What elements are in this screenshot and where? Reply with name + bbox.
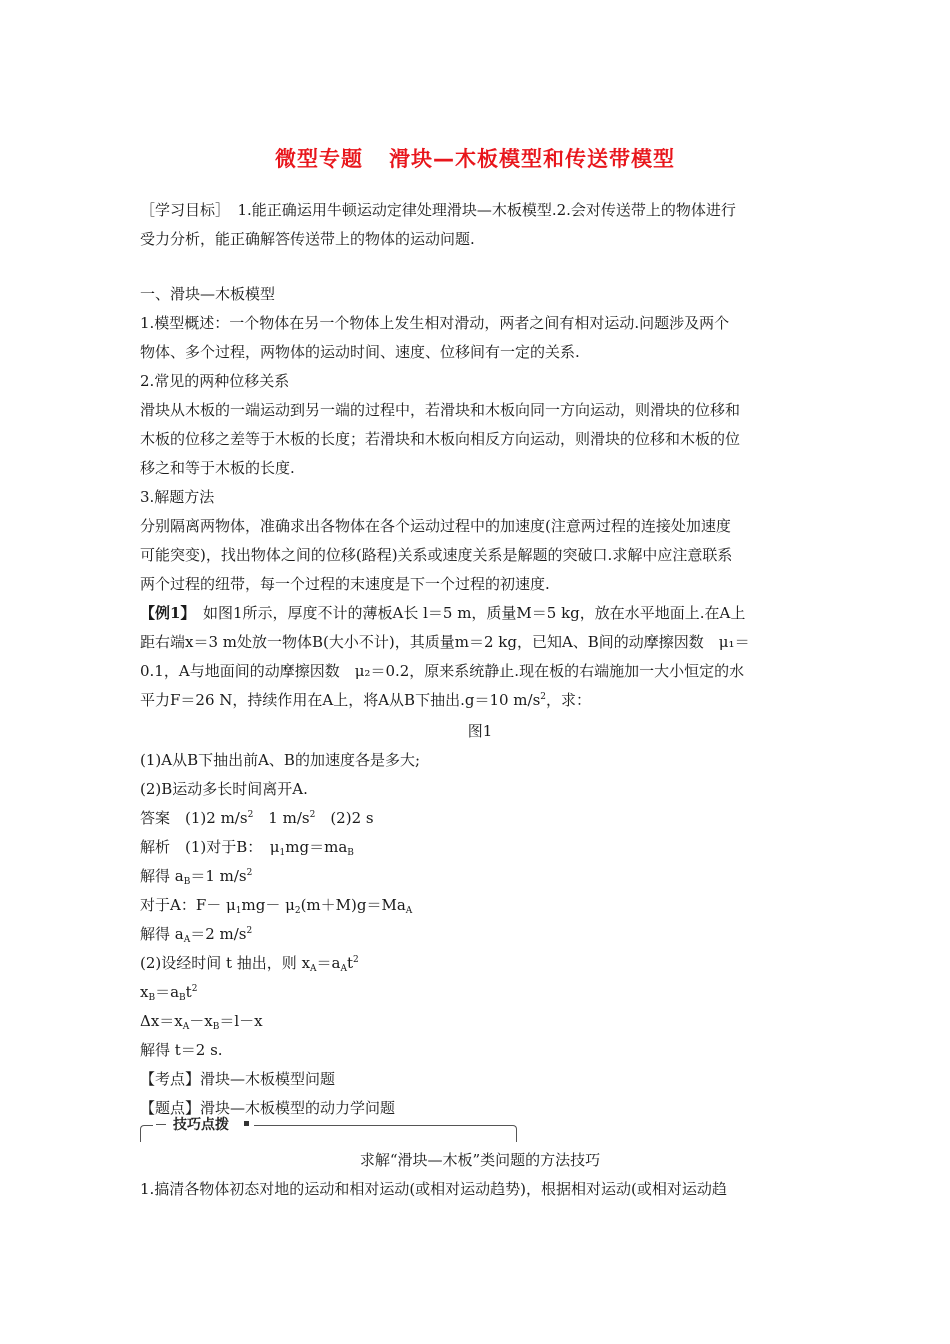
tip-title: 求解“滑块—木板”类问题的方法技巧 — [359, 1151, 601, 1169]
example-text: 平力F＝26 N，持续作用在A上，将A从B下抽出.g＝10 m/s — [140, 691, 541, 709]
example-line — [140, 686, 820, 715]
superscript: 2 — [246, 926, 253, 936]
subscript: A — [182, 1022, 190, 1032]
paragraph-line: 3.解题方法 — [140, 488, 215, 506]
subscript: B — [148, 993, 156, 1003]
solution-line — [140, 1007, 820, 1036]
paragraph-line: 移之和等于木板的长度. — [140, 459, 295, 477]
title-part-2: 滑块—木板模型和传送带模型 — [389, 147, 675, 171]
solution-text: t — [185, 983, 192, 1001]
solution-line — [140, 949, 820, 978]
solution-text: ＝l－x — [219, 1012, 263, 1030]
subscript: 2 — [294, 906, 301, 916]
solution-text: 解得 a — [140, 925, 184, 943]
solution-text: mg＝ma — [285, 838, 348, 856]
solution-line — [140, 920, 820, 949]
solution-text: (2)设经时间 t 抽出，则 x — [140, 954, 311, 972]
subscript: 1 — [235, 906, 242, 916]
solution-text: ＝a — [155, 983, 180, 1001]
paragraph-line: 可能突变)，找出物体之间的位移(路程)关系或速度关系是解题的突破口.求解中应注意联系 — [140, 546, 733, 564]
solution-line: 解得 t＝2 s. — [140, 1041, 223, 1059]
answer-label: 答案 — [140, 809, 171, 827]
tip-dash — [156, 1124, 166, 1125]
paragraph-line: 1.模型概述：一个物体在另一个物体上发生相对滑动，两者之间有相对运动.问题涉及两个 — [140, 314, 730, 332]
subscript: A — [340, 964, 347, 974]
superscript: 2 — [191, 984, 198, 994]
superscript: 2 — [353, 955, 359, 965]
solution-line — [140, 891, 820, 920]
solution-text: Δx＝x — [140, 1012, 183, 1030]
example-label: 【例1】 — [140, 604, 188, 622]
solution-text: －x — [189, 1012, 213, 1030]
solution-text: (m＋M)g＝Ma — [300, 896, 406, 914]
solution-text: ＝a — [316, 954, 341, 972]
section-heading: 一、滑块—木板模型 — [140, 285, 276, 303]
title-part-1: 微型专题 — [275, 147, 363, 171]
solution-text: x — [140, 983, 149, 1001]
solution-text: 解析 (1)对于B： μ — [140, 838, 280, 856]
tip-banner — [140, 1111, 520, 1141]
paragraph-line: 两个过程的纽带，每一个过程的末速度是下一个过程的初速度. — [140, 575, 550, 593]
example-line: 0.1，A与地面间的动摩擦因数 μ₂＝0.2，原来系统静止.现在板的右端施加一大小恒定的水 — [140, 662, 745, 680]
figure-caption: 图1 — [467, 722, 493, 740]
subscript: 1 — [279, 848, 286, 858]
section-1 — [140, 280, 820, 715]
example-line: 距右端x＝3 m处放一物体B(大小不计)，其质量m＝2 kg，已知A、B间的动摩擦因数 μ₁＝ — [140, 633, 750, 651]
subscript: B — [212, 1022, 220, 1032]
tip-section — [140, 1146, 820, 1204]
tip-square-icon — [244, 1121, 249, 1126]
superscript: 2 — [246, 868, 253, 878]
solution-line — [140, 833, 820, 862]
superscript: 2 — [540, 692, 547, 702]
tip-label: 技巧点拨 — [173, 1117, 229, 1133]
tip-bracket-right — [254, 1125, 517, 1142]
question-2: (2)B运动多长时间离开A. — [140, 780, 308, 798]
answer-text: (2)2 s — [315, 809, 374, 827]
solution-line — [140, 862, 820, 891]
subscript: B — [183, 877, 191, 887]
tip-bracket-left — [140, 1125, 153, 1142]
solution-text: t — [347, 954, 354, 972]
solution-block — [140, 717, 820, 1123]
tidian-line: 【题点】滑块—木板模型的动力学问题 — [140, 1099, 396, 1117]
subscript: A — [183, 935, 191, 945]
objective-line: ［学习目标］ 1.能正确运用牛顿运动定律处理滑块—木板模型.2.会对传送带上的物体进行 — [140, 201, 736, 219]
subscript: A — [310, 964, 317, 974]
question-1: (1)A从B下抽出前A、B的加速度各是多大; — [140, 751, 421, 769]
example-text: ，求： — [546, 691, 592, 709]
solution-text: 对于A：F－ μ — [140, 896, 236, 914]
answer-text: (1)2 m/s — [170, 809, 248, 827]
solution-text: ＝2 m/s — [190, 925, 247, 943]
answer-text: 1 m/s — [253, 809, 310, 827]
paragraph-line: 分别隔离两物体，准确求出各物体在各个运动过程中的加速度(注意两过程的连接处加速度 — [140, 517, 731, 535]
solution-text: mg－ μ — [241, 896, 295, 914]
page-title — [0, 143, 950, 173]
superscript: 2 — [247, 810, 254, 820]
paragraph-line: 物体、多个过程，两物体的运动时间、速度、位移间有一定的关系. — [140, 343, 580, 361]
objective-line: 受力分析，能正确解答传送带上的物体的运动问题. — [140, 230, 475, 248]
subscript: B — [179, 993, 186, 1003]
paragraph-line: 2.常见的两种位移关系 — [140, 372, 290, 390]
answer-line — [140, 804, 820, 833]
paragraph-line: 滑块从木板的一端运动到另一端的过程中，若滑块和木板向同一方向运动，则滑块的位移和 — [140, 401, 741, 419]
subscript: B — [347, 848, 354, 858]
solution-text: 解得 a — [140, 867, 184, 885]
tip-line: 1.搞清各物体初态对地的运动和相对运动(或相对运动趋势)，根据相对运动(或相对运动趋 — [140, 1180, 727, 1198]
solution-line — [140, 978, 820, 1007]
kaodian-line: 【考点】滑块—木板模型问题 — [140, 1070, 336, 1088]
example-line — [140, 599, 820, 628]
example-text: 如图1所示，厚度不计的薄板A长 l＝5 m，质量M＝5 kg，放在水平地面上.在A上 — [187, 604, 746, 622]
learning-objectives — [140, 196, 820, 254]
subscript: A — [405, 906, 413, 916]
solution-text: ＝1 m/s — [190, 867, 247, 885]
paragraph-line: 木板的位移之差等于木板的长度；若滑块和木板向相反方向运动，则滑块的位移和木板的位 — [140, 430, 741, 448]
superscript: 2 — [309, 810, 316, 820]
